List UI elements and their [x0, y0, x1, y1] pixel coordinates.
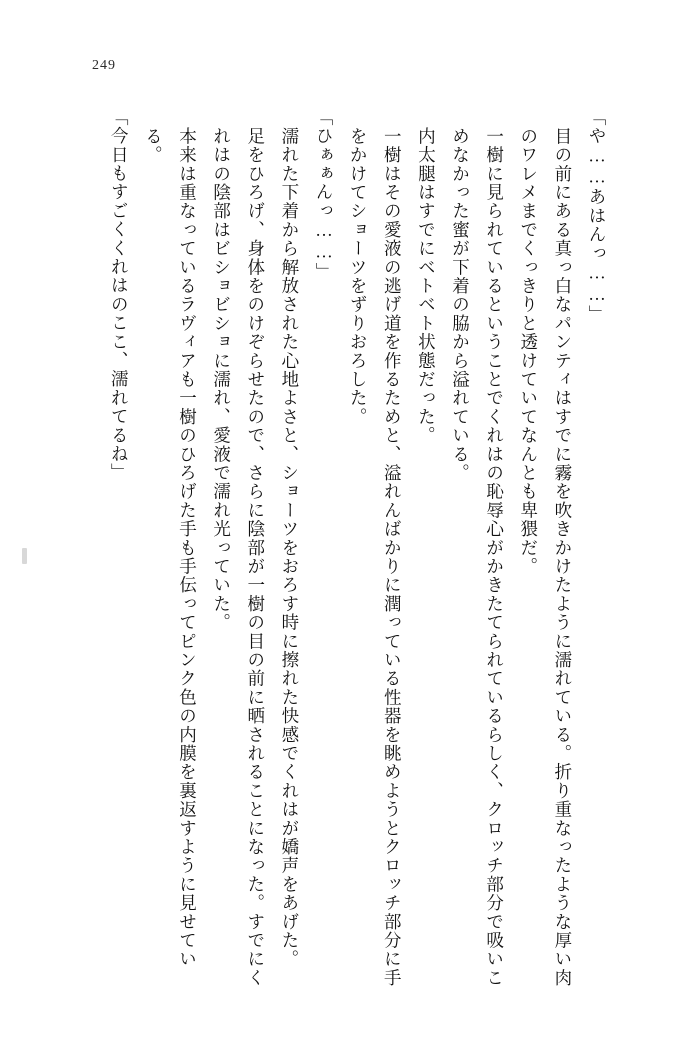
paragraph-2: 目の前にある真っ白なパンティはすでに霧を吹きかけたように濡れている。折り重なったような厚い肉のワレメまでくっきりと透けていてなんとも卑猥だ。	[518, 127, 573, 988]
vertical-text-body	[84, 108, 614, 988]
paragraph-dialogue-3: 「今日もすごくくれはのここ、濡れてるね」	[109, 108, 130, 482]
paragraph-3: 一樹に見られているということでくれはの恥辱心がかきたてられているらしく、クロッチ部分で吸いこめなかった蜜が下着の脇から溢れている。	[450, 127, 505, 988]
page-number: 249	[92, 58, 116, 73]
paragraph-4: 内太腿はすでにベトベト状態だった。	[416, 127, 437, 445]
paragraph-5: 一樹はその愛液の逃げ道を作るためと、溢れんばかりに潤っている性器を眺めようとクロッチ部分に手をかけてショーツをずりおろした。	[348, 127, 403, 988]
paragraph-dialogue-2: 「ひぁぁんっ……」	[314, 108, 334, 282]
paragraph-dialogue-1: 「や……あはんっ……」	[587, 108, 607, 324]
paragraph-8: 足をひろげ、身体をのけぞらせたので、さらに陰部が一樹の目の前に晒されることになった。すでにくれはの陰部はビショビショに濡れ、愛液で濡れ光っていた。	[211, 127, 266, 988]
paragraph-9: 本来は重なっているラヴィアも一樹のひろげた手も手伝ってピンク色の内膜を裏返すように見せている。	[143, 127, 198, 969]
paragraph-7: 濡れた下着から解放された心地よさと、ショーツをおろす時に擦れた快感でくれはが嬌声をあげた。	[279, 127, 300, 969]
page-edge-mark	[22, 548, 27, 564]
